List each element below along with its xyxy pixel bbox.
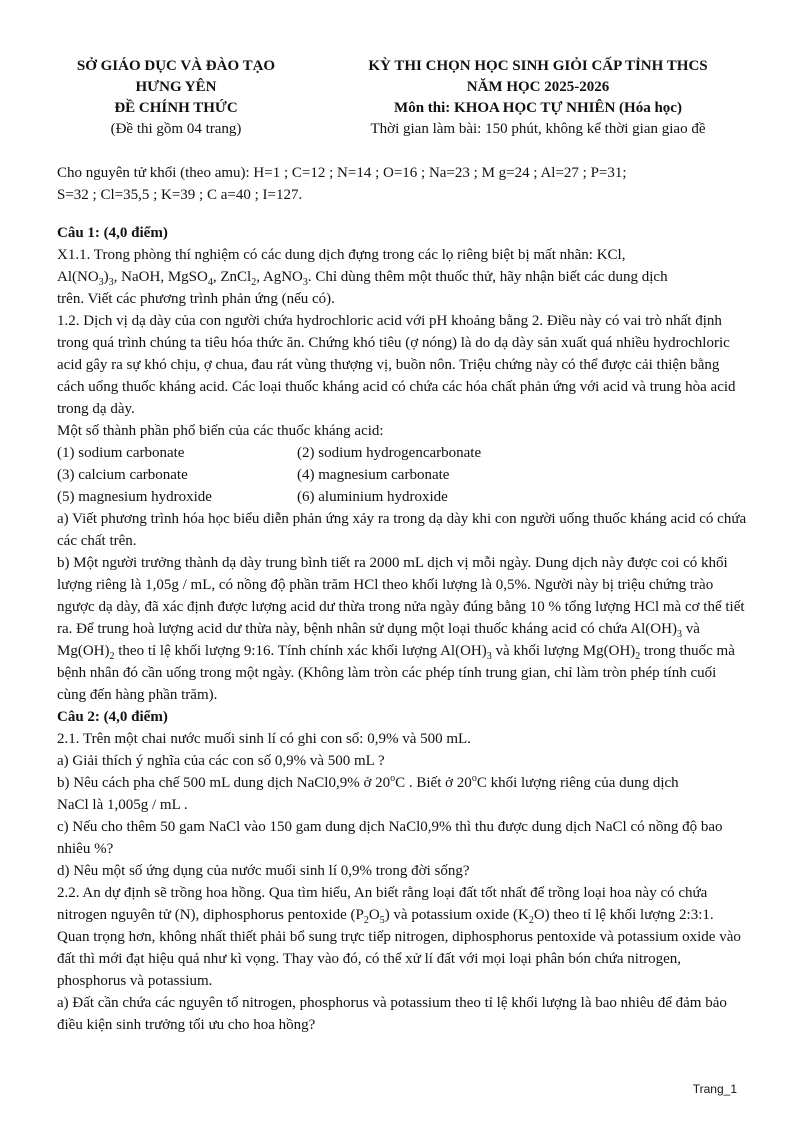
q2-1-part-b: b) Nêu cách pha chế 500 mL dung dịch NaCl0,9% ở 20$^o$C . Biết ở 20$^o$C khối lượng riêng của dung dịch [57,773,679,791]
q1-1-end: trên. Viết các phương trình phản ứng (nếu có). [57,291,335,307]
chemical-formula-list: $Al(NO_3)_3$, NaOH, MgSO$_4$, ZnCl$_2$, AgNO$_3$ [57,269,308,288]
header-left [60,56,292,140]
q1-2-paragraph: 1.2. Dịch vị dạ dày của con người chứa hydrochloric acid với pH khoảng bằng 2. Điều này có vai trò nhất định trong quá trình chúng ta tiêu hóa thức ăn. Chứng khó tiêu (ợ nóng) là do dạ dày sản xuất quá nhiều hydrochloric acid gây ra sự khó chịu, ợ chua, đau rát vùng thượng vị, buồn nôn. Triệu chứng này có thể được cải thiện bằng cách uống thuốc kháng acid. Các loại thuốc kháng acid có chứa các hóa chất phản ứng với acid và trung hòa acid trong dạ dày. [57,313,736,417]
q2-1-part-a: a) Giải thích ý nghĩa của các con số 0,9% và 500 mL ? [57,753,385,769]
time-limit: Thời gian làm bài: 150 phút, không kể thời gian giao đề [370,121,706,137]
atomic-mass-line-1: Cho nguyên tử khối (theo amu): H=1 ; C=12 ; N=14 ; O=16 ; Na=23 ; M g=24 ; Al=27 ; P=31; [57,165,627,181]
q2-2-part-a: a) Đất cần chứa các nguyên tố nitrogen, phosphorus và potassium theo tỉ lệ khối lượng là bao nhiêu để đảm bảo điều kiện sinh trưởng tối ưu cho hoa hồng? [57,995,727,1033]
page-count: (Đề thi gồm 04 trang) [110,121,242,137]
school-year: NĂM HỌC 2025-2026 [466,79,610,95]
q1-1-formulas: $Al(NO_3)_3$, NaOH, MgSO$_4$, ZnCl$_2$, AgNO$_3$. Chỉ dùng thêm một thuốc thử, hãy nhận biết các dung dịch [57,269,668,288]
official-label: ĐỀ CHÍNH THỨC [114,100,238,116]
province-name: HƯNG YÊN [135,79,217,95]
antacid-list-row: (5) magnesium hydroxide (6) aluminium hydroxide [57,489,448,505]
q2-2-paragraph: 2.2. An dự định sẽ trồng hoa hồng. Qua tìm hiểu, An biết rằng loại đất tốt nhất để trồng loại hoa này có chứa nitrogen nguyên tử (N), diphosphorus pentoxide $(P_2O_5)$ và potassium oxide $(K_2O)$ theo tỉ lệ khối lượng 2:3:1. Quan trọng hơn, không nhất thiết phải bổ sung trực tiếp nitrogen, diphosphorus pentoxide và potassium oxide vào đất thì mới đạt hiệu quả như kì vọng. Thay vào đó, có thể xử lí đất với mọi loại phân bón chứa nitrogen, phosphorus và potassium. [57,885,741,989]
exam-body [57,162,747,1036]
antacid-list-row: (3) calcium carbonate (4) magnesium carbonate [57,467,450,483]
exam-title: KỲ THI CHỌN HỌC SINH GIỎI CẤP TỈNH THCS [368,58,708,74]
q2-1-intro: 2.1. Trên một chai nước muối sinh lí có ghi con số: 0,9% và 500 mL. [57,731,471,747]
q2-1-part-c: c) Nếu cho thêm 50 gam NaCl vào 150 gam dung dịch NaCl0,9% thì thu được dung dịch NaCl có nồng độ bao nhiêu %? [57,819,723,857]
q2-1-part-b-cont: NaCl là 1,005g / mL . [57,797,188,813]
antacid-list-intro: Một số thành phần phổ biến của các thuốc kháng acid: [57,423,384,439]
header-right [336,56,740,140]
department-name: SỞ GIÁO DỤC VÀ ĐÀO TẠO [76,58,276,74]
q1-2-part-a: a) Viết phương trình hóa học biểu diễn phản ứng xảy ra trong dạ dày khi con người uống thuốc kháng acid có chứa các chất trên. [57,511,747,549]
question-1-title: Câu 1: (4,0 điểm) [57,225,168,241]
question-2-title: Câu 2: (4,0 điểm) [57,709,168,725]
subject: Môn thi: KHOA HỌC TỰ NHIÊN (Hóa học) [394,100,682,116]
q1-1-intro: X1.1. Trong phòng thí nghiệm có các dung dịch đựng trong các lọ riêng biệt bị mất nhãn: KCl, [57,247,626,263]
atomic-mass-line-2: S=32 ; Cl=35,5 ; K=39 ; C a=40 ; I=127. [57,187,303,203]
antacid-list-row: (1) sodium carbonate (2) sodium hydrogencarbonate [57,445,482,461]
q1-2-part-b: b) Một người trưởng thành dạ dày trung bình tiết ra 2000 mL dịch vị mỗi ngày. Dung dịch này được coi có khối lượng riêng là 1,05g / mL, có nồng độ phần trăm HCl theo khối lượng là 0,5%. Người này bị triệu chứng trào ngược dạ dày, đã xác định được lượng acid dư thừa trong nửa ngày đúng bằng 10 % tổng lượng HCl mà cơ thể tiết ra. Để trung hoà lượng acid dư thừa này, bệnh nhân sử dụng một loại thuốc kháng acid có chứa $Al(OH)_3$ và $Mg(OH)_2$ theo tỉ lệ khối lượng 9:16. Tính chính xác khối lượng $Al(OH)_3$ và khối lượng $Mg(OH)_2$ trong thuốc mà bệnh nhân đó cần uống trong một ngày. (Không làm tròn các phép tính trung gian, chỉ làm tròn phép tính cuối cùng đến hàng phần trăm). [57,555,745,703]
page-number: Trang_1 [692,1082,737,1096]
q2-1-part-d: d) Nêu một số ứng dụng của nước muối sinh lí 0,9% trong đời sống? [57,863,470,879]
